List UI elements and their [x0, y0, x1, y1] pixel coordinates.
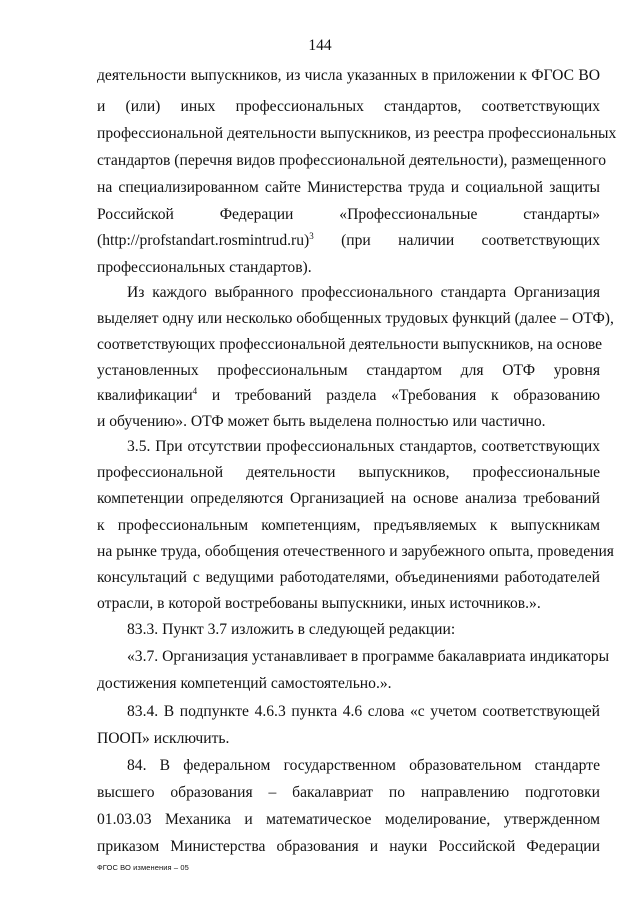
text-line: на специализированном сайте Министерства труда и социальной защиты — [97, 179, 600, 196]
text-line: профессиональных стандартов). — [97, 259, 312, 276]
text-run: квалификации — [97, 387, 193, 404]
footer-label: ФГОС ВО изменения – 05 — [97, 863, 189, 872]
text-line — [97, 386, 600, 406]
text-line: компетенции определяются Организацией на основе анализа требований — [97, 490, 600, 507]
text-line: отрасли, в которой востребованы выпускники, иных источников.». — [97, 595, 541, 612]
footnote-ref: 3 — [309, 231, 314, 241]
paragraph-first-line: 83.3. Пункт 3.7 изложить в следующей редакции: — [127, 621, 456, 638]
paragraph-first-line: «3.7. Организация устанавливает в программе бакалавриата индикаторы — [127, 648, 610, 665]
text-line: профессиональной деятельности выпускников, из реестра профессиональных — [97, 125, 617, 142]
text-line: к профессиональным компетенциям, предъявляемых к выпускникам — [97, 517, 600, 534]
text-line: соответствующих профессиональной деятельности выпускников, на основе — [97, 336, 603, 353]
text-line: стандартов (перечня видов профессиональной деятельности), размещенного — [97, 152, 606, 169]
text-line: и обучению». ОТФ может быть выделена полностью или частично. — [97, 413, 546, 430]
footnote-ref: 4 — [192, 386, 198, 396]
paragraph-first-line: 83.4. В подпункте 4.6.3 пункта 4.6 слова «с учетом соответствующей — [127, 703, 600, 720]
page-number: 144 — [308, 37, 332, 54]
paragraph-first-line: 84. В федеральном государственном образовательном стандарте — [127, 757, 600, 774]
text-line: и (или) иных профессиональных стандартов, соответствующих — [97, 98, 600, 115]
text-run: (при наличии соответствующих — [313, 232, 600, 249]
text-line: профессиональной деятельности выпускников, профессиональные — [97, 464, 600, 481]
text-line — [97, 231, 600, 251]
text-line: ПООП» исключить. — [97, 730, 230, 747]
text-line: Российской Федерации «Профессиональные стандарты» — [97, 206, 600, 223]
text-line: консультаций с ведущими работодателями, объединениями работодателей — [97, 569, 600, 586]
text-line: установленных профессиональным стандартом для ОТФ уровня — [97, 362, 600, 379]
text-line: 01.03.03 Механика и математическое моделирование, утвержденном — [97, 811, 600, 828]
text-line: приказом Министерства образования и науки Российской Федерации — [97, 838, 600, 855]
text-line: на рынке труда, обобщения отечественного и зарубежного опыта, проведения — [97, 543, 614, 560]
text-line: выделяет одну или несколько обобщенных трудовых функций (далее – ОТФ), — [97, 310, 614, 327]
text-run: (http://profstandart.rosmintrud.ru) — [97, 232, 310, 249]
text-line: достижения компетенций самостоятельно.». — [97, 675, 392, 692]
paragraph-first-line: Из каждого выбранного профессионального стандарта Организация — [127, 284, 600, 301]
paragraph-first-line: 3.5. При отсутствии профессиональных стандартов, соответствующих — [127, 438, 600, 455]
text-line: деятельности выпускников, из числа указанных в приложении к ФГОС ВО — [97, 67, 600, 84]
text-line: высшего образования – бакалавриат по направлению подготовки — [97, 784, 600, 801]
text-run: и требований раздела «Требования к образованию — [197, 387, 600, 404]
